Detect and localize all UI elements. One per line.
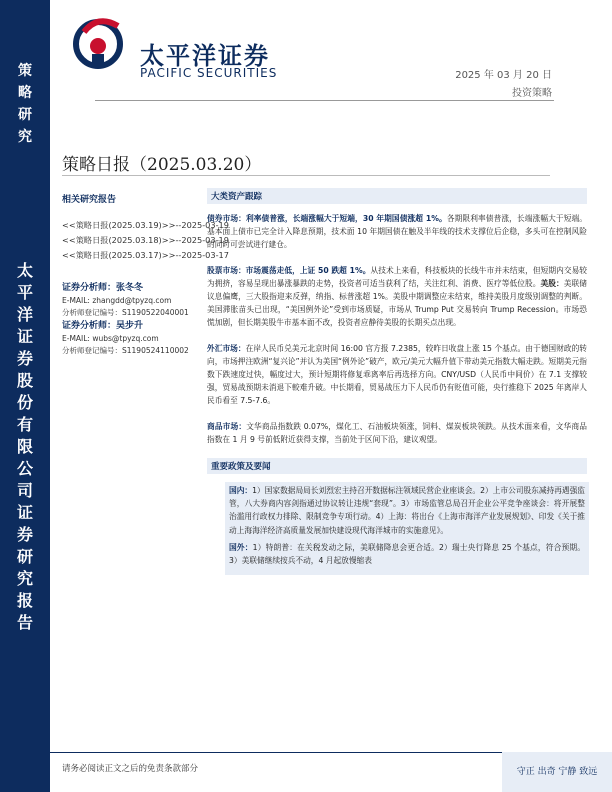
bond-paragraph [207, 212, 587, 252]
sidebar-char: 份 [16, 393, 33, 412]
header-divider [95, 100, 554, 101]
international-lead: 国外： [229, 542, 253, 552]
policy-box [225, 482, 589, 575]
commodity-body: 文华商品指数跌 0.07%，煤化工、石油板块领涨，饲料、煤炭板块领跌。从技术面来看，文华商品指数在 1 月 9 号前低附近获得支撑，当前处于区间下沿，建议观望。 [207, 421, 587, 444]
sidebar-char: 券 [16, 525, 33, 544]
stock-lead: 股票市场：市场震荡走低，上证 50 跌超 1%。 [207, 265, 371, 275]
sidebar-char: 告 [16, 613, 33, 632]
sidebar-char: 公 [16, 459, 33, 478]
domestic-paragraph [229, 484, 585, 537]
report-category: 投资策略 [512, 88, 552, 99]
left-sidebar [0, 0, 50, 792]
logo-english-name: PACIFIC SECURITIES [140, 66, 278, 80]
commodity-paragraph [207, 420, 587, 446]
sidebar-char: 究 [16, 569, 33, 588]
analyst-cert: 分析师登记编号：S1190524110002 [62, 346, 189, 355]
international-body: 1）特朗普：在关税发动之际，美联储降息会更合适。2）瑞士央行降息 25 个基点，符合预期。3）美联储继续按兵不动，4 月起放慢缩表 [229, 542, 585, 566]
sidebar-char: 股 [16, 371, 33, 390]
title-divider [62, 175, 550, 176]
us-stock-body: 美联储议息偏鹰，三大股指迎来反弹，纳指、标普涨超 1%。美股中期调整应未结束，维持美股月度级别调整的判断。美国滞胀苗头已出现，“美国例外论”受到市场质疑，市场从 Trump Put 交易转向 Trump Recession。市场恐慌加剧，但长期美股牛市基本面不改，投资者应静待美股的长期买点出现。 [207, 278, 587, 328]
sidebar-char: 研 [16, 547, 33, 566]
related-report-link[interactable]: <<策略日报(2025.03.19)>>--2025-03-19 [62, 220, 229, 230]
footer-disclaimer: 请务必阅读正文之后的免责条款部分 [62, 764, 199, 774]
fx-body: 在岸人民币兑美元北京时间 16:00 官方报 7.2385，较昨日收盘上涨 15 个基点。由于德国财政的转向，市场押注欧洲“复兴论”并认为美国“例外论”破产，欧元/美元大幅升值下带动美元指数大幅走跌。短期美元指数下跌速度过快，幅度过大，预计短期将修复乖离率后再选择方向。CNY/USD（人民币中间价）在 7.1 支撑较强，贸易战预期未消退下較难升破。中长期看，贸易战压力下人民币仍有贬值可能，央行推稳下 2025 年离岸人民币看至 7.5-7.6。 [207, 343, 587, 406]
analyst-email[interactable]: E-MAIL: wubs@tpyzq.com [62, 334, 159, 343]
us-stock-label: 美股： [540, 278, 564, 288]
analyst-email[interactable]: E-MAIL: zhangdd@tpyzq.com [62, 296, 172, 305]
sidebar-char: 报 [16, 591, 33, 610]
sidebar-char: 有 [16, 415, 33, 434]
related-report-link[interactable]: <<策略日报(2025.03.17)>>--2025-03-17 [62, 250, 229, 260]
sidebar-char: 证 [16, 327, 33, 346]
analyst-name: 证券分析师：张冬冬 [62, 283, 144, 293]
sidebar-char: 策 [18, 63, 32, 79]
section-heading-assets: 大类资产跟踪 [207, 188, 587, 204]
sidebar-char: 究 [18, 129, 32, 145]
sidebar-char: 证 [16, 503, 33, 522]
analyst-name: 证券分析师：吴步升 [62, 321, 144, 331]
commodity-lead: 商品市场： [207, 421, 247, 431]
sidebar-category [0, 60, 50, 148]
report-date: 2025 年 03 月 20 日 [455, 70, 552, 81]
sidebar-char: 研 [18, 107, 32, 123]
section-heading-policy: 重要政策及要闻 [207, 458, 587, 474]
stock-paragraph [207, 264, 587, 330]
fx-paragraph [207, 342, 587, 408]
sidebar-char: 太 [16, 261, 33, 280]
footer-slogan: 守正 出奇 宁静 致远 [502, 752, 612, 792]
related-reports-heading: 相关研究报告 [62, 195, 117, 205]
domestic-body: 1）国家数据局局长刘烈宏主持召开数据标注领域民营企业座谈会。2）上市公司股东减持再遇强监管，八大券商内容剑指通过协议转让违规“套现”。3）市场监管总局召开企业公平竞争座谈会：将开展整治滥用行政权力排除、限制竞争专项行动。4）上海：将出台《上海市海洋产业发展规划》、印发《关于推动上海海洋经济高质量发展加快建设现代海洋城市的实施意见》。 [229, 486, 585, 535]
bond-lead: 债券市场：利率债普涨，长端涨幅大于短端，30 年期国债涨超 1%。 [207, 214, 447, 223]
sidebar-char: 平 [16, 283, 33, 302]
stock-body: 从技术上来看，科技板块的长线牛市并未结束，但短期内交易较为拥挤，容易呈现出暴涨暴跌的走势，投资者可适当获利了结，关注红利、消费、医疗等低位股。 [207, 265, 587, 288]
main-content [207, 188, 587, 575]
analyst-cert: 分析师登记编号：S1190522040001 [62, 308, 189, 317]
fx-lead: 外汇市场： [207, 343, 246, 353]
related-report-link[interactable]: <<策略日报(2025.03.18)>>--2025-03-19 [62, 235, 229, 245]
logo-chinese-name: 太平洋证券 [140, 42, 270, 70]
international-paragraph [229, 541, 585, 567]
sidebar-char: 司 [16, 481, 33, 500]
page-title: 策略日报（2025.03.20） [62, 155, 262, 175]
sidebar-char: 券 [16, 349, 33, 368]
sidebar-char: 限 [16, 437, 33, 456]
sidebar-char: 略 [18, 85, 32, 101]
domestic-lead: 国内： [229, 486, 253, 496]
bond-body: 各期限利率债普涨，长端涨幅大于短端。基本面上债市已完全计入降息预期，技术面 10 年期国债在触及半年线的技术支撑位后企稳，多头可在控制风险的同时可尝试进行建仓。 [207, 214, 587, 250]
sidebar-company [0, 260, 50, 634]
sidebar-char: 洋 [16, 305, 33, 324]
